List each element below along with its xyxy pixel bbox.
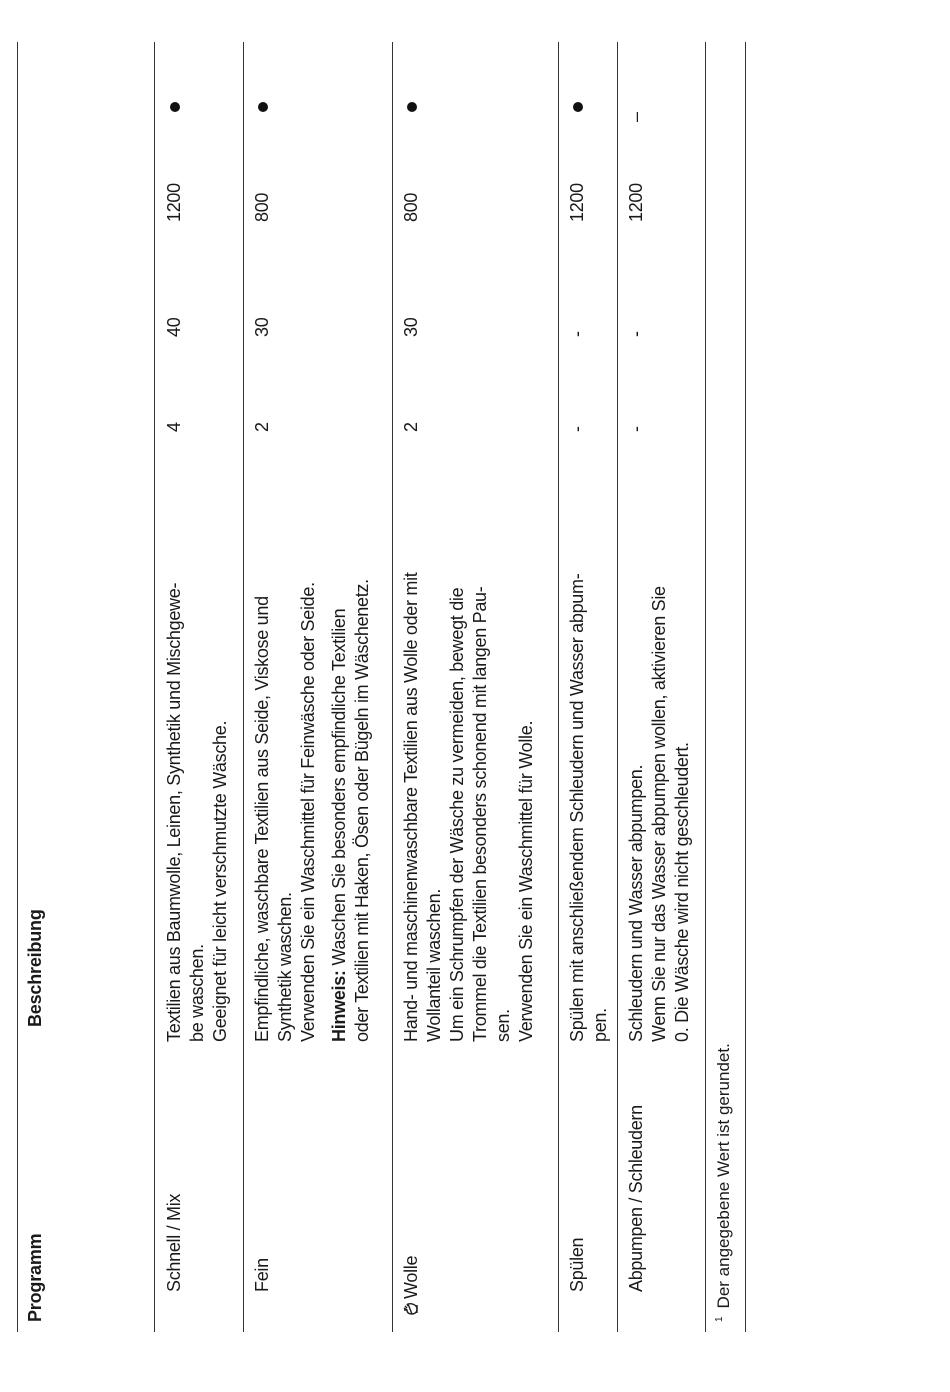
header-beschreibung: Beschreibung (25, 909, 45, 1027)
description-line: Wollanteil waschen. (424, 888, 444, 1042)
description-line: Schleudern und Wasser abpumpen. (626, 764, 646, 1042)
spin-speed-value: 800 (252, 192, 272, 222)
footnote (714, 1043, 734, 1322)
max-load-value: 4 (164, 422, 184, 432)
spin-speed-value: 1200 (626, 183, 646, 222)
program-name: Abpumpen / Schleudern (626, 1105, 646, 1292)
spin-speed-value: 1200 (164, 183, 184, 222)
row-divider (154, 42, 155, 1332)
program-description (625, 586, 694, 1042)
program-description (566, 574, 612, 1042)
description-line: Um ein Schrumpfen der Wäsche zu vermeiden, bewegt die (447, 587, 467, 1042)
description-line: Verwenden Sie ein Waschmittel für Wolle. (516, 720, 536, 1042)
description-line: Hand- und maschinenwaschbare Textilien aus Wolle oder mit (401, 572, 421, 1042)
program-name: Fein (252, 1258, 272, 1292)
row-divider (392, 42, 393, 1332)
row-divider (558, 42, 559, 1332)
temperature-value: 30 (252, 317, 272, 337)
table-bottom-rule (745, 42, 746, 1332)
program-name: Wolle (401, 1255, 421, 1299)
header-programm: Programm (25, 1233, 45, 1322)
bullet-marker (573, 102, 583, 112)
program-description (400, 573, 538, 1043)
program-description (163, 583, 232, 1042)
description-line: Empfindliche, waschbare Textilien aus Seide, Viskose und (252, 596, 272, 1042)
bullet-marker (258, 102, 268, 112)
temperature-value: - (567, 331, 587, 337)
program-description (251, 579, 374, 1042)
description-line: Verwenden Sie ein Waschmittel für Feinwäsche oder Seide. (298, 582, 318, 1042)
temperature-value: - (626, 331, 646, 337)
bullet-marker (170, 102, 180, 112)
description-line: Spülen mit anschließendem Schleudern und Wasser abpum- (567, 573, 587, 1042)
program-name: Spülen (567, 1237, 587, 1292)
footnote-mark: 1 (714, 1316, 725, 1322)
hinweis-line (328, 579, 351, 1042)
max-load-value: - (567, 426, 587, 432)
description-line: Wenn Sie nur das Wasser abpumpen wollen, aktivieren Sie (649, 586, 669, 1042)
description-line: Geeignet für leicht verschmutzte Wäsche. (210, 720, 230, 1042)
description-line: be waschen. (187, 944, 207, 1042)
program-name: Schnell / Mix (164, 1193, 184, 1292)
hinweis-text: Waschen Sie besonders empfindliche Textilien (329, 608, 349, 971)
row-divider (617, 42, 618, 1332)
program-name-with-icon (400, 1256, 423, 1317)
table-top-rule (17, 42, 18, 1332)
max-load-value: - (626, 426, 646, 432)
description-line: oder Textilien mit Haken, Ösen oder Bügeln im Wäschenetz. (352, 579, 372, 1042)
spin-speed-value: 1200 (567, 183, 587, 222)
footnote-text: Der angegebene Wert ist gerundet. (714, 1043, 733, 1309)
max-load-value: 2 (401, 422, 421, 432)
description-line: 0. Die Wäsche wird nicht geschleudert. (672, 742, 692, 1042)
spin-speed-value: 800 (401, 192, 421, 222)
temperature-value: 40 (164, 317, 184, 337)
hinweis-label: Hinweis: (329, 970, 349, 1042)
bullet-marker (407, 102, 417, 112)
row-divider (243, 42, 244, 1332)
description-line: pen. (590, 1008, 610, 1042)
description-line: sen. (493, 1009, 513, 1042)
wool-hand-icon (402, 1301, 420, 1317)
description-line: Textilien aus Baumwolle, Leinen, Synthetik und Mischgewe- (164, 582, 184, 1042)
temperature-value: 30 (401, 317, 421, 337)
description-line: Synthetik waschen. (275, 892, 295, 1042)
description-line: Trommel die Textilien besonders schonend mit langen Pau- (470, 586, 490, 1042)
max-load-value: 2 (252, 422, 272, 432)
dash-marker: – (626, 112, 646, 122)
row-divider (705, 42, 706, 1332)
